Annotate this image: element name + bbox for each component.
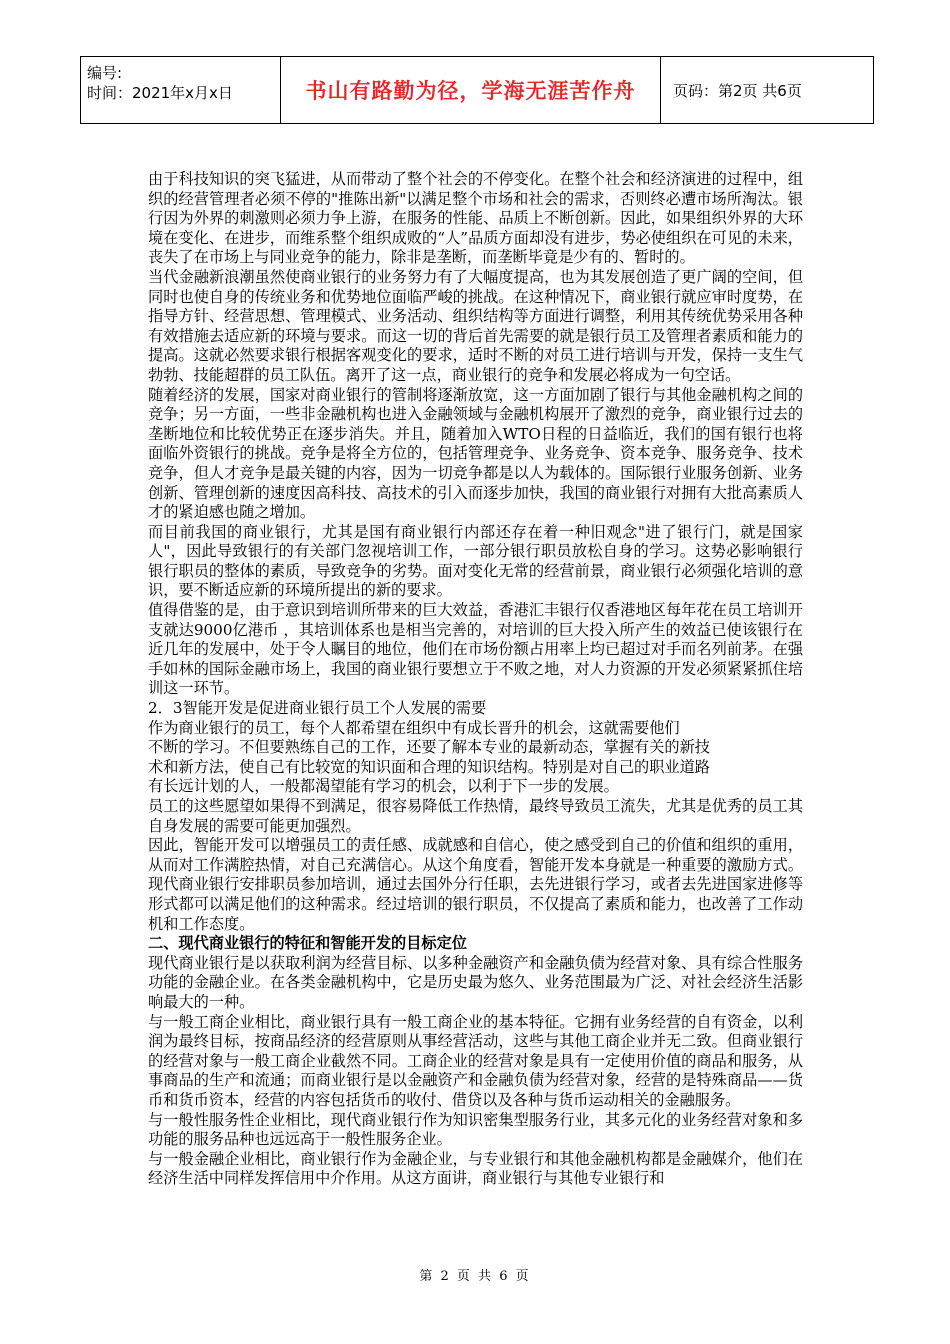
paragraph: 有长远计划的人，一般都渴望能有学习的机会，以利于下一步的发展。 — [148, 777, 619, 796]
page-header — [80, 56, 874, 124]
section-heading: 二、现代商业银行的特征和智能开发的目标定位 — [148, 934, 467, 953]
header-page-label: 页码：第2页 共6页 — [661, 56, 874, 124]
header-motto: 书山有路勤为径，学海无涯苦作舟 — [281, 56, 661, 124]
paragraph: 值得借鉴的是，由于意识到培训所带来的巨大效益，香港汇丰银行仅香港地区每年花在员工培训开支就达9000亿港币 ，其培训体系也是相当完善的，对培训的巨大投入所产生的效益已使该银行在近几年的发展中，处于令人瞩目的地位，他们在市场份额占用率上均已超过对手而名列前茅。在强手如林的国际金融市场上，我国的商业银行要想立于不败之地，对人力资源的开发必须紧紧抓住培训这一环节。 — [148, 601, 803, 698]
document-number-label: 编号: — [87, 64, 123, 82]
paragraph: 而目前我国的商业银行，尤其是国有商业银行内部还存在着一种旧观念"进了银行门，就是国家人"，因此导致银行的有关部门忽视培训工作，一部分银行职员放松自身的学习。这势必影响银行银行职员的整体的素质，导致竞争的劣势。面对变化无常的经营前景，商业银行必须强化培训的意识，要不断适应新的环境所提出的新的要求。 — [148, 522, 803, 600]
paragraph: 现代商业银行是以获取利润为经营目标、以多种金融资产和金融负债为经营对象、具有综合性服务功能的金融企业。在各类金融机构中，它是历史最为悠久、业务范围最为广泛、对社会经济生活影响最大的一种。 — [148, 953, 803, 1011]
paragraph: 员工的这些愿望如果得不到满足，很容易降低工作热情，最终导致员工流失，尤其是优秀的员工其自身发展的需要可能更加强烈。 — [148, 797, 803, 835]
paragraph: 由于科技知识的突飞猛进，从而带动了整个社会的不停变化。在整个社会和经济演进的过程中，组织的经营管理者必须不停的"推陈出新"以满足整个市场和社会的需求，否则终必遭市场所淘汰。银行因为外界的刺激则必须力争上游，在服务的性能、品质上不断创新。因此，如果组织外界的大环境在变化、在进步，而维系整个组织成败的“人”品质方面却没有进步，势必使组织在可见的未来，丧失了在市场上与同业竞争的能力，除非是垄断，而垄断毕竟是少有的、暂时的。 — [148, 170, 803, 267]
header-meta — [80, 56, 281, 124]
paragraph: 当代金融新浪潮虽然使商业银行的业务努力有了大幅度提高，也为其发展创造了更广阔的空间，但同时也使自身的传统业务和优势地位面临严峻的挑战。在这种情况下，商业银行就应审时度势，在指导方针、经营思想、管理模式、业务活动、组织结构等方面进行调整，利用其传统优势采用各种有效措施去适应新的环境与要求。而这一切的背后首先需要的就是银行员工及管理者素质和能力的提高。这就必然要求银行根据客观变化的要求，适时不断的对员工进行培训与开发，保持一支生气勃勃、技能超群的员工队伍。离开了这一点，商业银行的竞争和发展必将成为一句空话。 — [148, 267, 803, 384]
paragraph: 与一般工商企业相比，商业银行具有一般工商企业的基本特征。它拥有业务经营的自有资金，以利润为最终目标，按商品经济的经营原则从事经营活动，这些与其他工商企业并无二致。但商业银行的经营对象与一般工商企业截然不同。工商企业的经营对象是具有一定使用价值的商品和服务，从事商品的生产和流通；而商业银行是以金融资产和金融负债为经营对象，经营的是特殊商品——货币和货币资本，经营的内容包括货币的收付、借贷以及各种与货币运动相关的金融服务。 — [148, 1012, 803, 1109]
paragraph: 术和新方法，使自己有比较宽的知识面和合理的知识结构。特别是对自己的职业道路 — [148, 757, 710, 776]
document-body — [148, 170, 803, 1189]
paragraph: 不断的学习。不但要熟练自己的工作，还要了解本专业的最新动态，掌握有关的新技 — [148, 738, 710, 757]
document-time-label: 时间：2021年x月x日 — [87, 84, 233, 102]
section-subheading: 2．3智能开发是促进商业银行员工个人发展的需要 — [148, 699, 487, 718]
paragraph: 因此，智能开发可以增强员工的责任感、成就感和自信心，使之感受到自己的价值和组织的重用，从而对工作满腔热情，对自己充满信心。从这个角度看，智能开发本身就是一种重要的激励方式。现代商业银行安排职员参加培训，通过去国外分行任职，去先进银行学习，或者去先进国家进修等形式都可以满足他们的这种需求。经过培训的银行职员，不仅提高了素质和能力，也改善了工作动机和工作态度。 — [148, 836, 803, 933]
paragraph: 与一般性服务性企业相比，现代商业银行作为知识密集型服务行业，其多元化的业务经营对象和多功能的服务品种也远远高于一般性服务企业。 — [148, 1110, 803, 1149]
paragraph: 与一般金融企业相比，商业银行作为金融企业，与专业银行和其他金融机构都是金融媒介，他们在经济生活中同样发挥信用中介作用。从这方面讲，商业银行与其他专业银行和 — [148, 1149, 803, 1188]
page-footer: 第 2 页 共 6 页 — [419, 1269, 531, 1284]
paragraph: 随着经济的发展，国家对商业银行的管制将逐渐放宽，这一方面加剧了银行与其他金融机构之间的竞争；另一方面，一些非金融机构也进入金融领域与金融机构展开了激烈的竞争，商业银行过去的垄断地位和比较优势正在逐步消失。并且，随着加入WTO日程的日益临近，我们的国有银行也将面临外资银行的挑战。竞争是将全方位的，包括管理竞争、业务竞争、资本竞争、服务竞争、技术竞争，但人才竞争是最关键的内容，因为一切竞争都是以人为载体的。国际银行业服务创新、业务创新、管理创新的速度因高科技、高技术的引入而逐步加快，我国的商业银行对拥有大批高素质人才的紧迫感也随之增加。 — [148, 385, 803, 522]
paragraph: 作为商业银行的员工，每个人都希望在组织中有成长晋升的机会，这就需要他们 — [148, 718, 680, 737]
